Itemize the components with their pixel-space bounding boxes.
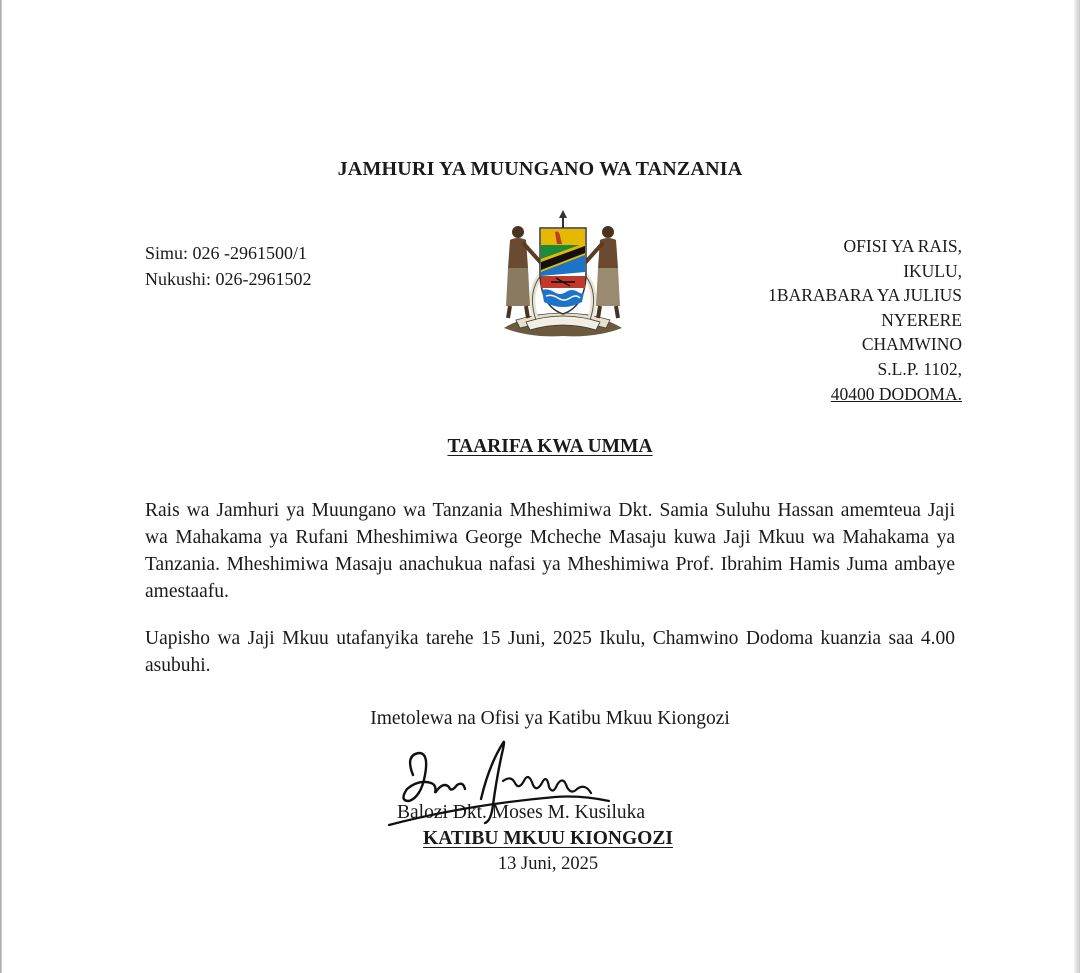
notice-body xyxy=(145,497,955,699)
tanzania-coat-of-arms-icon xyxy=(496,210,630,342)
signer-position: KATIBU MKUU KIONGOZI xyxy=(423,828,673,849)
body-paragraph: Uapisho wa Jaji Mkuu utafanyika tarehe 15 Juni, 2025 Ikulu, Chamwino Dodoma kuanzia saa 4.00 asubuhi. xyxy=(145,628,955,676)
address-line: CHAMWINO xyxy=(861,334,962,355)
document-date: 13 Juni, 2025 xyxy=(497,854,599,874)
phone-line: Simu: 026 -2961500/1 xyxy=(145,243,308,263)
contact-block xyxy=(145,240,312,292)
fax-line: Nukushi: 026-2961502 xyxy=(145,269,312,289)
address-line: IKULU, xyxy=(903,260,962,281)
signer-name: Balozi Dkt. Moses M. Kusiluka xyxy=(397,802,646,823)
handwritten-signature xyxy=(385,735,615,835)
address-line-postal: 40400 DODOMA. xyxy=(830,383,962,404)
address-line: 1BARABARA YA JULIUS xyxy=(768,285,962,306)
body-paragraph: Rais wa Jamhuri ya Muungano wa Tanzania Mheshimiwa Dkt. Samia Suluhu Hassan amemteua Jaji wa Mahakama ya Rufani Mheshimiwa George Mcheche Masaju kuwa Jaji Mkuu wa Mahakama ya Tanzania. Mheshimiwa Masaju anachukua nafasi ya Mheshimiwa Prof. Ibrahim Hamis Juma ambaye amestaafu. xyxy=(145,500,955,602)
address-line: NYERERE xyxy=(881,309,962,330)
notice-title: TAARIFA KWA UMMA xyxy=(447,436,653,457)
office-address-block xyxy=(768,234,962,406)
document-heading: JAMHURI YA MUUNGANO WA TANZANIA xyxy=(337,158,743,180)
address-line: S.L.P. 1102, xyxy=(877,358,962,379)
address-line: OFISI YA RAIS, xyxy=(843,236,962,256)
issued-by-line: Imetolewa na Ofisi ya Katibu Mkuu Kiongozi xyxy=(370,708,730,729)
